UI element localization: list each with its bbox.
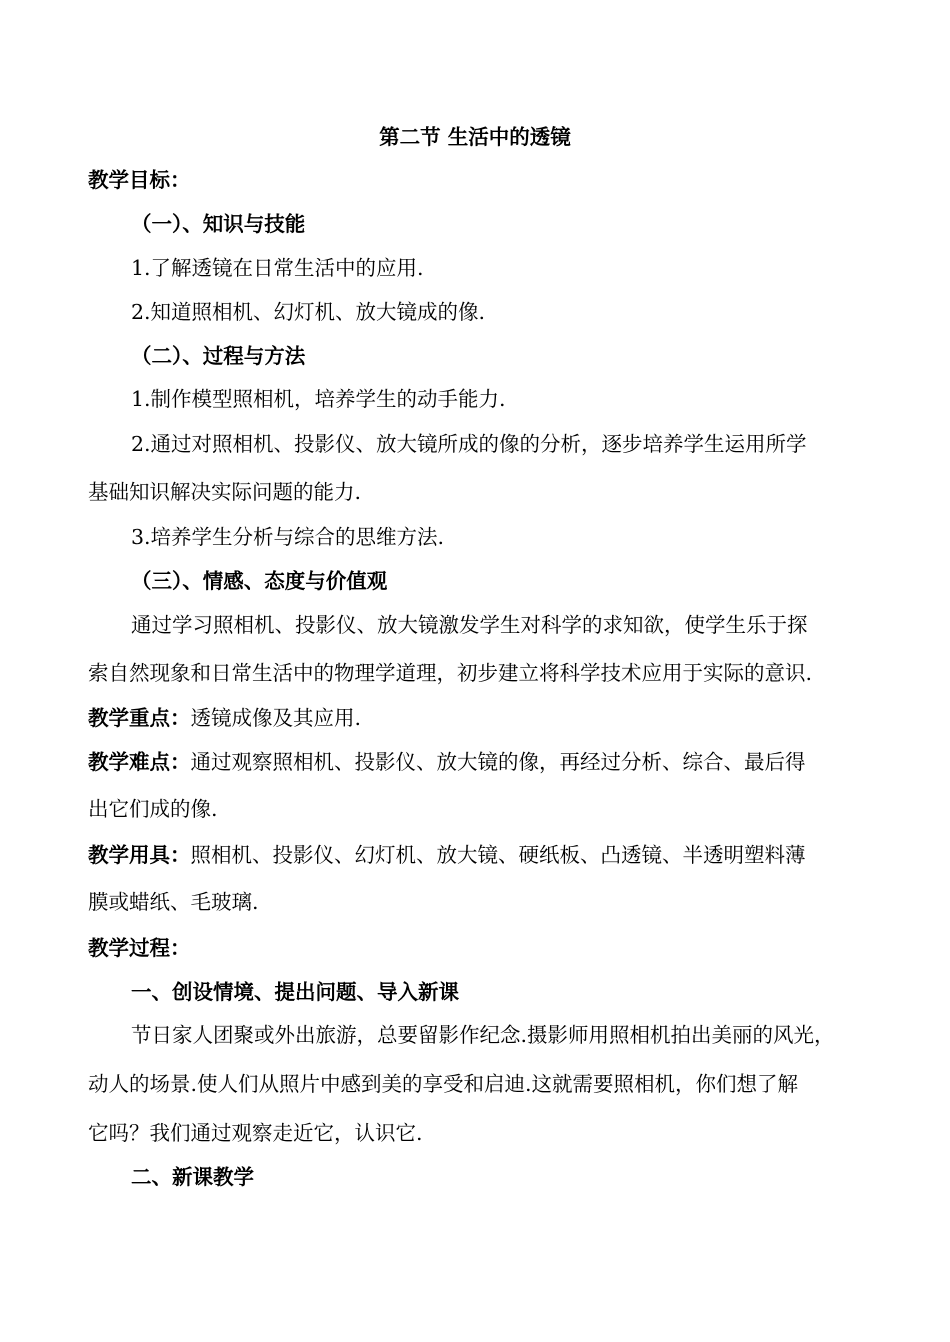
difficulty bbox=[88, 748, 806, 776]
step1-para-line1: 节日家人团聚或外出旅游，总要留影作纪念.摄影师用照相机拍出美丽的风光， bbox=[131, 1023, 835, 1047]
section2-item-3: 3.培养学生分析与综合的思维方法. bbox=[131, 525, 445, 549]
step1-para-line2: 动人的场景.使人们从照片中感到美的享受和启迪.这就需要照相机，你们想了解 bbox=[88, 1072, 799, 1096]
difficulty-text-line2: 出它们成的像. bbox=[88, 797, 218, 821]
difficulty-text-line1: 通过观察照相机、投影仪、放大镜的像，再经过分析、综合、最后得 bbox=[190, 750, 806, 774]
section1-item-1: 1.了解透镜在日常生活中的应用. bbox=[131, 256, 424, 280]
section1-item-2: 2.知道照相机、幻灯机、放大镜成的像. bbox=[131, 300, 486, 324]
process-heading: 教学过程： bbox=[88, 936, 191, 960]
tools-text-line1: 照相机、投影仪、幻灯机、放大镜、硬纸板、凸透镜、半透明塑料薄 bbox=[190, 843, 806, 867]
section2-heading: （二）、过程与方法 bbox=[131, 344, 306, 368]
tools-text-line2: 膜或蜡纸、毛玻璃. bbox=[88, 890, 259, 914]
objectives-heading: 教学目标： bbox=[88, 168, 191, 192]
section2-item-1: 1.制作模型照相机，培养学生的动手能力. bbox=[131, 387, 506, 411]
document-title: 第二节 生活中的透镜 bbox=[379, 125, 571, 149]
section3-para-line2: 索自然现象和日常生活中的物理学道理，初步建立将科学技术应用于实际的意识. bbox=[88, 661, 813, 685]
key-point-label: 教学重点： bbox=[88, 706, 191, 730]
tools-label: 教学用具： bbox=[88, 843, 191, 867]
section3-heading: （三）、情感、态度与价值观 bbox=[131, 569, 388, 593]
tools bbox=[88, 841, 806, 869]
key-point-text: 透镜成像及其应用. bbox=[190, 706, 362, 730]
step1-heading: 一、创设情境、提出问题、导入新课 bbox=[131, 980, 459, 1004]
section1-heading: （一）、知识与技能 bbox=[131, 212, 306, 236]
step2-heading: 二、新课教学 bbox=[131, 1165, 254, 1189]
key-point bbox=[88, 704, 361, 732]
difficulty-label: 教学难点： bbox=[88, 750, 191, 774]
step1-para-line3: 它吗？我们通过观察走近它，认识它. bbox=[88, 1121, 423, 1145]
section3-para-line1: 通过学习照相机、投影仪、放大镜激发学生对科学的求知欲，使学生乐于探 bbox=[131, 613, 808, 637]
section2-item-2-line2: 基础知识解决实际问题的能力. bbox=[88, 480, 362, 504]
section2-item-2-line1: 2.通过对照相机、投影仪、放大镜所成的像的分析，逐步培养学生运用所学 bbox=[131, 432, 807, 456]
